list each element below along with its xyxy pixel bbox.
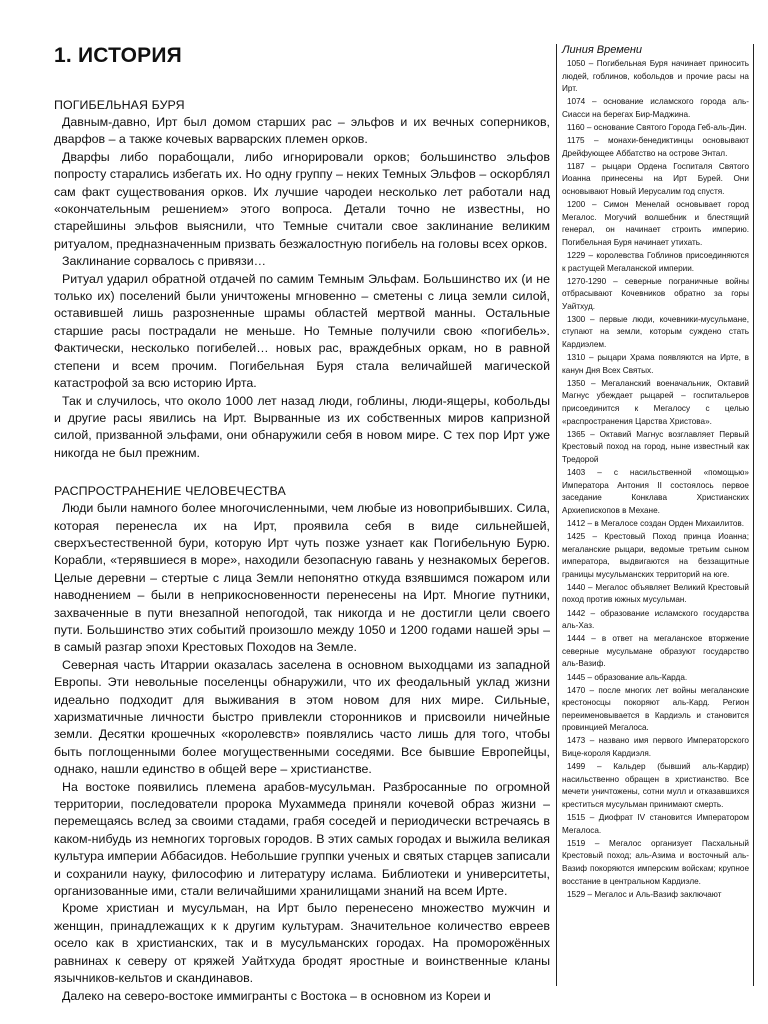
timeline-entry: 1473 – названо имя первого Императорского Вице-короля Кардиэля. (562, 736, 749, 759)
timeline-entry: 1442 – образование исламского государства аль-Хаз. (562, 608, 749, 631)
timeline-entry: 1499 – Кальдер (бывший аль-Кардир) насильственно обращен в христианство. Все мечети уничтожены, сотни мулл и отказавшихся креститься мусульман принимают смерть. (562, 762, 749, 809)
timeline-entry: 1403 – с насильственной «помощью» Императора Антония II состоялось первое заседание Конклава Христианских Архиепископов в Механе. (562, 468, 749, 515)
paragraph: Северная часть Итаррии оказалась заселена в основном выходцами из западной Европы. Эти невольные поселенцы обнаружили, что их феодальный уклад жизни идеально подходит для выживания в этом новом для них мире. Сильные, харизматичные личности быстро привлекли сторонников и присвоили ничейные земли. Десятки крошечных «королевств» появлялись часто лишь для того, чтобы быть поглощенными более могущественными соседями. Все бывшие Европейцы, однако, нашли единство в общей вере – христианстве. (54, 657, 550, 777)
timeline-entry: 1529 – Мегалос и Аль-Вазиф заключают (567, 889, 722, 899)
timeline-entry: 1187 – рыцари Ордена Госпиталя Святого Иоанна принесены на Ирт Бурей. Они основывают Новый Иерусалим год спустя. (562, 161, 749, 196)
chapter-title: 1. ИСТОРИЯ (54, 44, 182, 67)
section-heading-spread-of-humanity: РАСПРОСТРАНЕНИЕ ЧЕЛОВЕЧЕСТВА (54, 484, 286, 499)
paragraph: Заклинание сорвалось с привязи… (62, 254, 267, 269)
paragraph: Ритуал ударил обратной отдачей по самим Темным Эльфам. Большинство их (и не только их) поселений были уничтожены мгновенно – сметены с лица земли силой, оставившей лишь разрозненные шрамы областей мертвой манны. Остальные старшие расы пострадали не меньше. Но Темные получили свою «погибель». Фактически, несколько погибелей… новых рас, враждебных оркам, но в равной степени и всем прочим. Погибельная Буря стала величайшей магической катастрофой за всю историю Ирта. (54, 271, 550, 391)
timeline-entry: 1160 – основание Святого Города Геб-аль-Дин. (567, 122, 747, 132)
timeline-entry: 1300 – первые люди, кочевники-мусульмане, ступают на земли, которым суждено стать Кардиэлем. (562, 314, 749, 350)
timeline-entry: 1310 – рыцари Храма появляются на Ирте, в канун Дня Всех Святых. (562, 353, 749, 375)
timeline-entry: 1519 – Мегалос организует Пасхальный Крестовый поход; аль-Азима и восточный аль-Вазиф покоряются имперским войскам; крупное восстание в центральном Кардиэле. (562, 838, 749, 886)
timeline-entry: 1074 – основание исламского города аль-Сиасси на берегах Бир-Маджина. (562, 97, 749, 119)
timeline-entry: 1350 – Мегаланский военачальник, Октавий Магнус убеждает рыцарей – госпитальеров присоединится к Мегалосу с целью «распространения Царства Христова». (562, 378, 749, 426)
timeline-entry: 1440 – Мегалос объявляет Великий Крестовый поход против южных мусульман. (562, 582, 749, 605)
paragraph: Далеко на северо-востоке иммигранты с Востока – в основном из Кореи и (62, 988, 491, 1003)
timeline-entry: 1444 – в ответ на мегаланское вторжение северные мусульмане образуют государство аль-Вазиф. (562, 634, 749, 669)
paragraph: Кроме христиан и мусульман, на Ирт было перенесено множество мужчин и женщин, принадлежащих к к другим культурам. Значительное количество евреев осело как в христианских, так и в мусульманских городах. На проморожённых равнинах к северу от кряжей Уайтхуда бродят яростные и воинственные кланы язычников-кельтов и скандинавов. (54, 901, 550, 986)
paragraph: Дварфы либо порабощали, либо игнорировали орков; большинство эльфов попросту старались избегать их. Но одну группу – неких Темных Эльфов – оскорблял сам факт существования орков. Их лучшие чародеи несколько лет работали над «окончательным решением» этого вопроса. Детали точно не известны, но старейшины эльфов выяснили, что Темные считали свое заклинание великим ритуалом, предназначенным призвать безжалостную погибель на головы всех орков. (54, 149, 550, 251)
paragraph: Давным-давно, Ирт был домом старших рас – эльфов и их вечных соперников, дварфов – а также кочевых варварских племен орков. (54, 115, 550, 147)
timeline-title: Линия Времени (562, 44, 643, 56)
main-column (54, 44, 550, 1005)
paragraph: Люди были намного более многочисленными, чем любые из новоприбывших. Сила, которая перенесла их на Ирт, проявила себя в виде сильнейшей, сверхъестественной бури, которую Ирт чуть позже узнает как Погибельную Бурю. Корабли, «терявшиеся в море», находили безопасную гавань у незнакомых берегов. Целые деревни – стертые с лица Земли непонятно откуда взявшимся пожаром или наводнением – были в неприкосновенности перенесены на Ирт. Многие путники, захваченные в пути внезапной непогодой, так никогда и не достигли цели своего пути. Большинство этих событий произошло между 1050 и 1200 годами нашей эры – в самый разгар эпохи Крестовых Походов на Земле. (54, 501, 550, 655)
timeline-entry: 1412 – в Мегалосе создан Орден Михаилитов. (567, 518, 745, 528)
timeline-entry: 1175 – монахи-бенедиктинцы основывают Дрейфующее Аббатство на острове Энтал. (562, 136, 749, 158)
timeline-entry: 1365 – Октавий Магнус возглавляет Первый Крестовый поход на город, ныне известный как Тредорой (562, 429, 749, 464)
paragraph: На востоке появились племена арабов-мусульман. Разбросанные по огромной территории, последователи пророка Мухаммеда приняли кочевой образ жизни – перемещаясь вслед за своими стадами, грабя соседей и периодически встречаясь в каком-нибудь из немногих торговых городов. В этих самых городах и выжила великая культура империи Аббасидов. Небольшие группки ученых и святых старцев записали и сохранили науку, философию и литературу ислама. Библиотеки и университеты, организованные ими, стали величайшими хранилищами знаний на всем Ирте. (54, 779, 550, 899)
paragraph: Так и случилось, что около 1000 лет назад люди, гоблины, люди-ящеры, кобольды и другие расы явились на Ирт. Вырванные из их собственных миров капризной силой, призванной эльфами, они обнаружили себя в новом мире. С тех пор Ирт уже никогда не был прежним. (54, 393, 550, 460)
section-heading-doom-storm: ПОГИБЕЛЬНАЯ БУРЯ (54, 98, 185, 112)
timeline-entry: 1050 – Погибельная Буря начинает приносить людей, гоблинов, кобольдов и прочие расы на Ирт. (562, 59, 749, 94)
timeline-entry: 1229 – королевства Гоблинов присоединяются к растущей Мегаланской империи. (562, 250, 749, 273)
timeline-entry: 1200 – Симон Менелай основывает город Мегалос. Могучий волшебник и блестящий генерал, он начинает строить империю. Погибельная Буря начинает утихать. (562, 200, 749, 247)
timeline-entry: 1270-1290 – северные пограничные войны отбрасывают Кочевников обратно за горы Уайтхуд. (562, 276, 749, 311)
timeline-entry: 1470 – после многих лет войны мегаланские крестоносцы покоряют аль-Кард. Регион переименовывается в Кардиэль и становится провинцией Мегалоса. (562, 685, 749, 733)
timeline-entry: 1515 – Диофрат IV становится Императором Мегалоса. (562, 813, 749, 835)
timeline-entry: 1425 – Крестовый Поход принца Иоанна; мегаланские рыцари, ведомые третьим сыном императора, выдвигаются на беззащитные границы мусульманских территорий на юге. (562, 531, 749, 579)
timeline-sidebar (556, 44, 754, 986)
timeline-entry: 1445 – образование аль-Карда. (567, 672, 688, 682)
